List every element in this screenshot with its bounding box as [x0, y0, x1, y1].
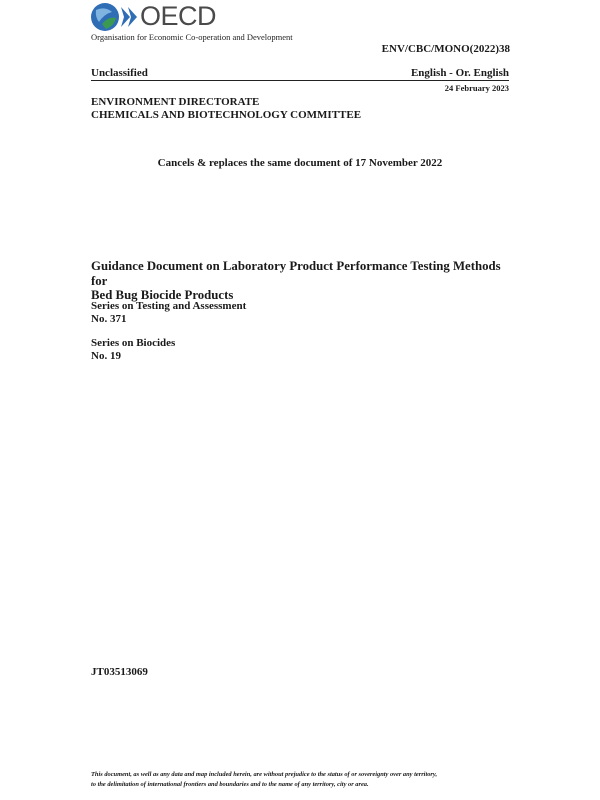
directorate-name: ENVIRONMENT DIRECTORATE	[91, 96, 260, 108]
series-testing-assessment	[91, 300, 246, 325]
series-number: No. 19	[91, 349, 121, 362]
cancels-note: Cancels & replaces the same document of 17 November 2022	[157, 157, 443, 169]
document-title	[91, 259, 511, 303]
organisation-name: Organisation for Economic Co-operation and Development	[91, 32, 293, 42]
disclaimer-line-1: This document, as well as any data and map included herein, are without prejudice to the status of or sovereignty over any territory,	[91, 771, 438, 778]
header-divider	[91, 80, 509, 81]
committee-name: CHEMICALS AND BIOTECHNOLOGY COMMITTEE	[91, 108, 362, 121]
series-biocides	[91, 337, 175, 362]
series-name: Series on Biocides	[91, 337, 176, 349]
title-line-1: Guidance Document on Laboratory Product Performance Testing Methods for	[91, 259, 501, 288]
document-reference: ENV/CBC/MONO(2022)38	[381, 43, 510, 55]
disclaimer-line-2: to the delimitation of international frontiers and boundaries and to the name of any territory, city or area.	[91, 781, 369, 788]
directorate-block	[91, 96, 361, 121]
series-number: No. 371	[91, 312, 127, 325]
series-name: Series on Testing and Assessment	[91, 300, 247, 312]
title-line-2: Bed Bug Biocide Products	[91, 288, 234, 302]
job-number: JT03513069	[91, 666, 148, 678]
oecd-wordmark: OECD	[140, 1, 217, 31]
language-note: English - Or. English	[410, 67, 509, 79]
oecd-logo-icon	[90, 2, 142, 32]
legal-disclaimer	[91, 770, 531, 790]
classification: Unclassified	[91, 67, 148, 79]
document-date: 24 February 2023	[444, 83, 509, 93]
